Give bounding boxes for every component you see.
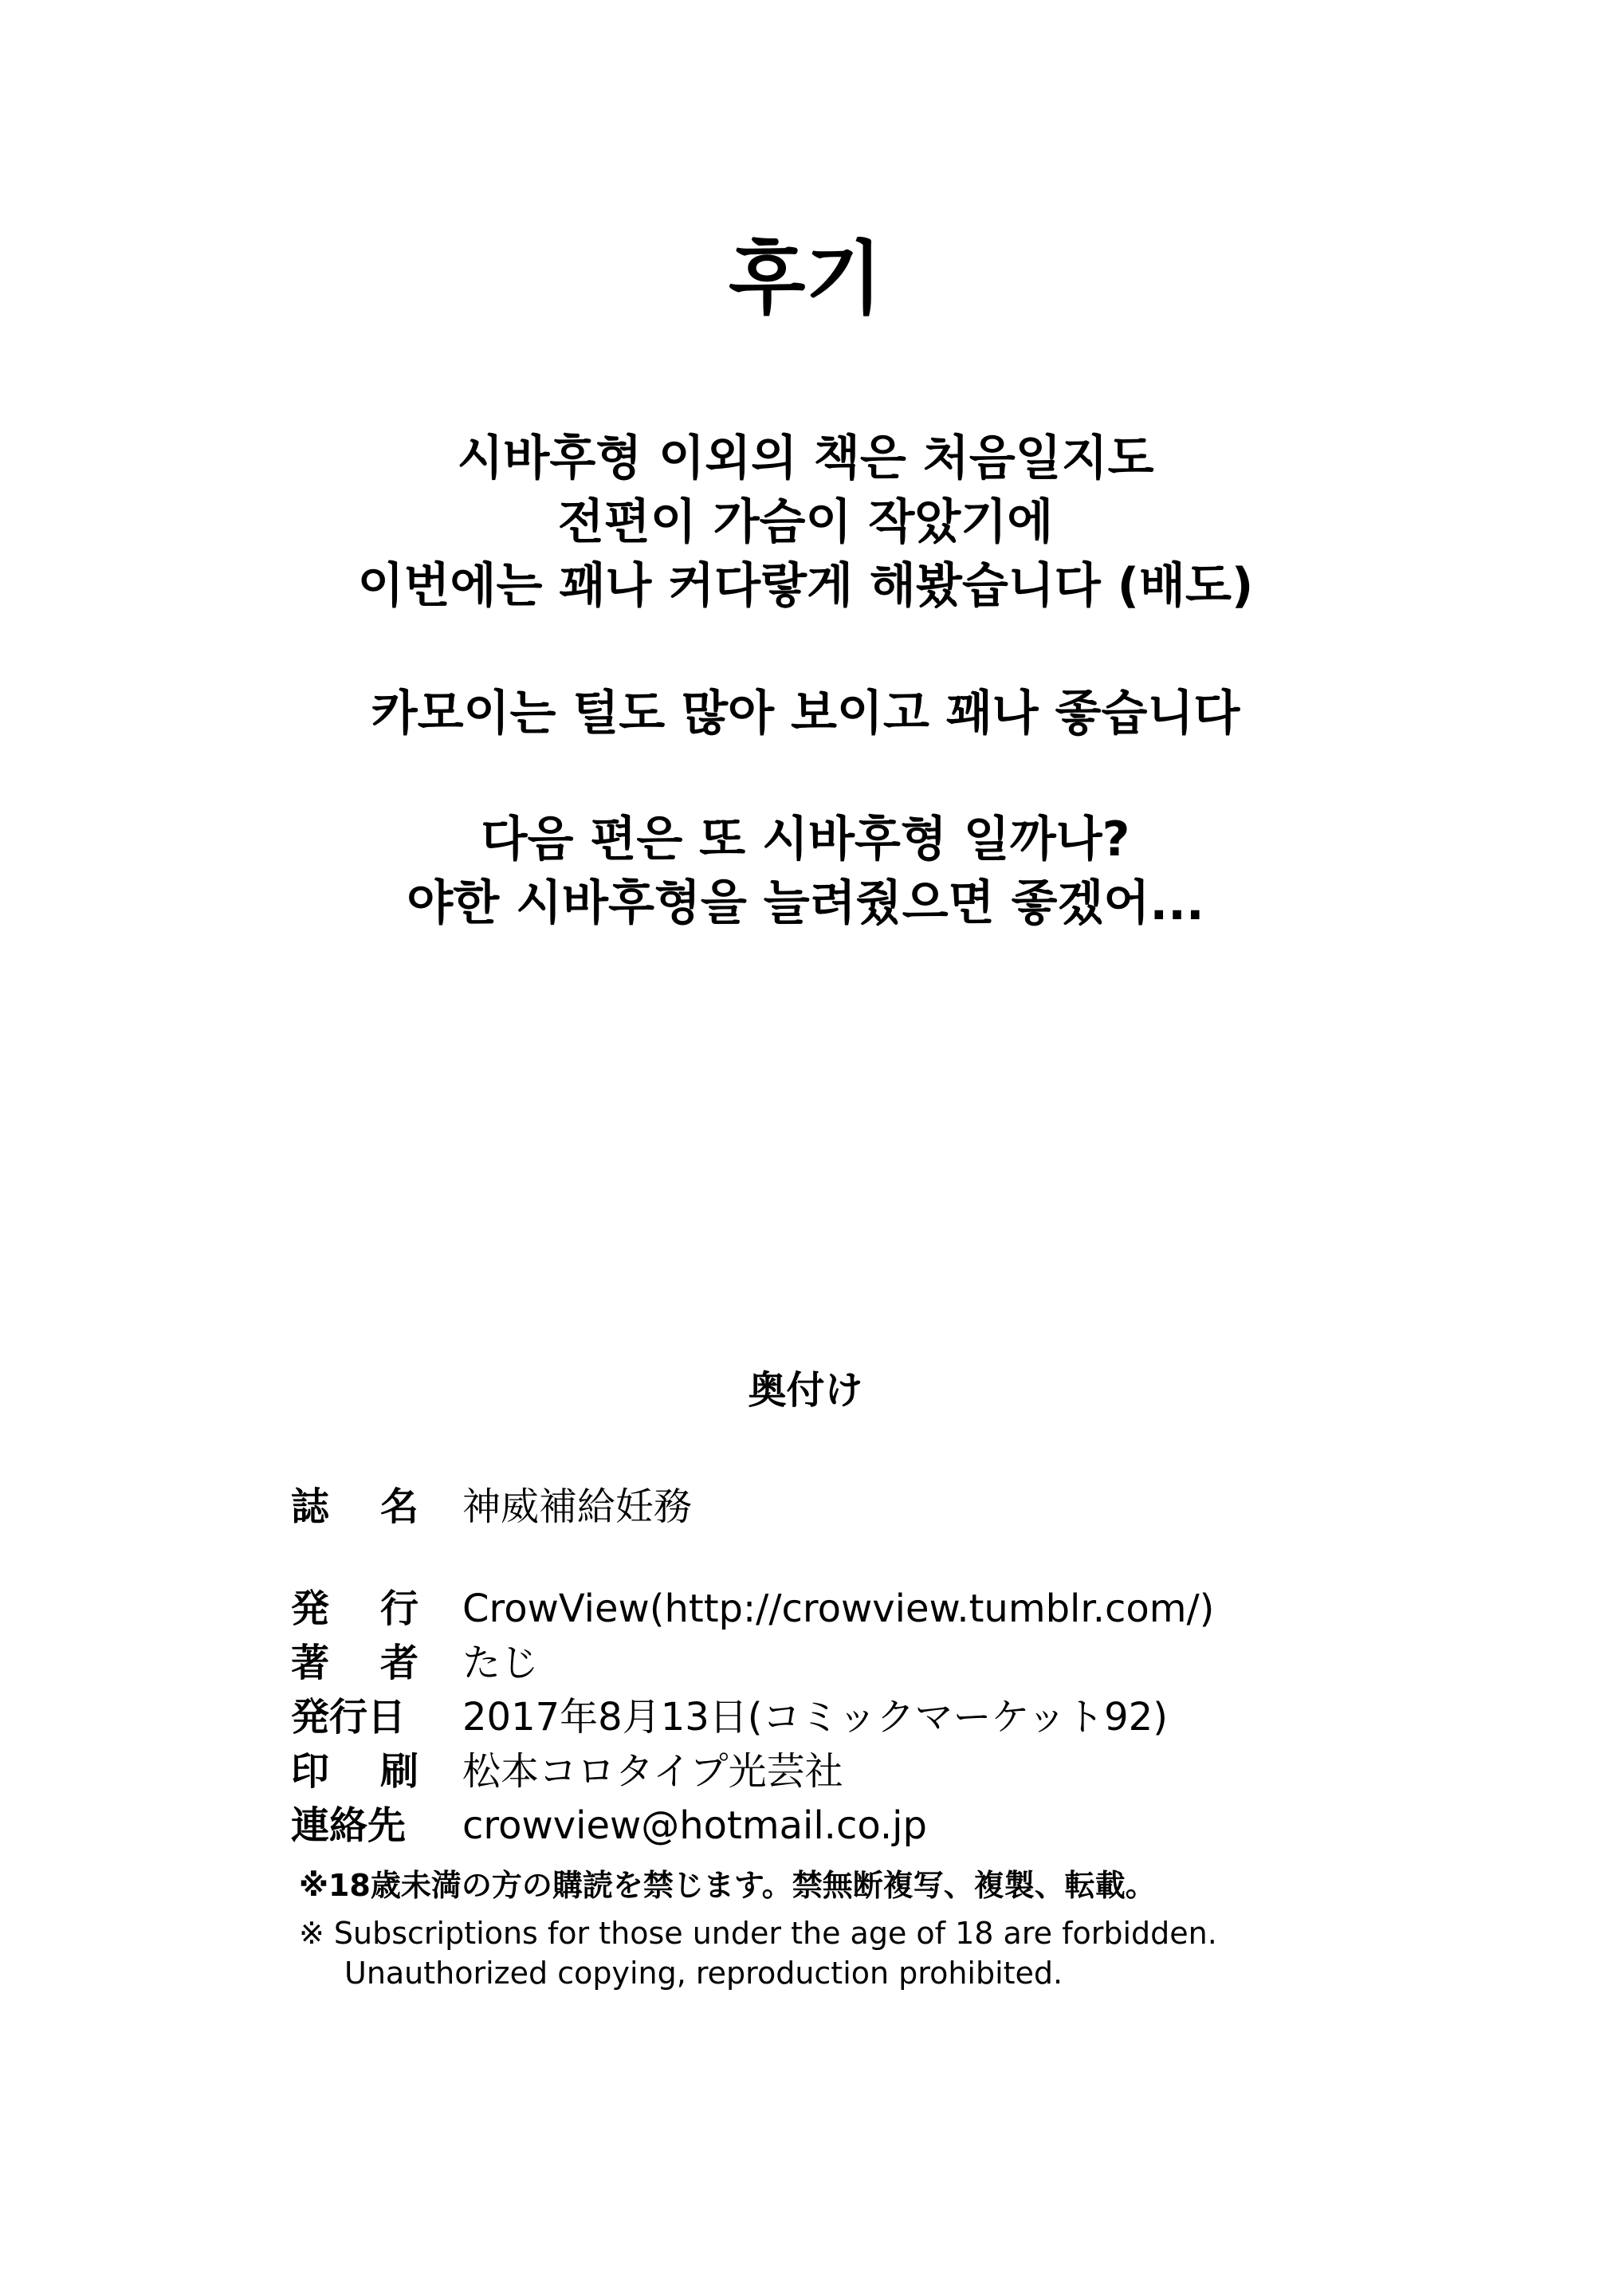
label-char: 者 [379,1641,418,1685]
row-value: たじ [462,1641,540,1685]
row-value: CrowView(http://crowview.tumblr.com/) [462,1586,1215,1631]
row-label [291,1693,418,1741]
label-char: 著 [291,1641,330,1685]
afterword-line: 다음 편은 또 시바후형 일까나? [481,812,1130,867]
afterword-title: 후기 [728,232,883,325]
row-value: 神威補給妊務 [462,1484,693,1529]
notice-japanese: ※18歳未満の方の購読を禁じます。禁無断複写、複製、転載。 [299,1868,1156,1903]
row-label [291,1802,418,1850]
afterword-line: 카모이는 털도 많아 보이고 꽤나 좋습니다 [371,686,1240,741]
row-label [291,1639,418,1687]
afterword-paragraph-1 [0,427,1611,618]
row-label [291,1748,418,1795]
afterword-line: 야한 시바후형을 늘려줬으면 좋겠어... [407,875,1204,931]
label-char: 誌 [291,1484,330,1529]
label-char: 刷 [379,1749,418,1794]
afterword-paragraph-2 [0,682,1611,745]
label-char: 行 [379,1586,418,1631]
notice-english-2: Unauthorized copying, reproduction prohibited. [344,1956,1063,1991]
contact-email: crowview@hotmail.co.jp [462,1803,927,1848]
label-char: 発 [291,1586,330,1631]
afterword-line: 이번에는 꽤나 커다랗게 해봤습니다 (배도) [357,558,1254,614]
row-value: 松本コロタイプ光芸社 [462,1749,843,1794]
row-label [291,1483,418,1531]
label-text: 発行日 [291,1695,407,1740]
notice-english-1: ※ Subscriptions for those under the age of 18 are forbidden. [299,1916,1217,1951]
label-char: 名 [379,1484,418,1529]
label-char: 印 [291,1749,330,1794]
afterword-paragraph-3 [0,808,1611,935]
colophon-title: 奥付け [748,1368,863,1413]
row-label [291,1585,418,1633]
afterword-line: 전편이 가슴이 작았기에 [557,494,1054,550]
row-value: 2017年8月13日(コミックマーケット92) [462,1695,1168,1740]
afterword-line: 시바후형 이외의 책은 처음일지도 [457,431,1154,486]
label-text: 連絡先 [291,1803,407,1848]
